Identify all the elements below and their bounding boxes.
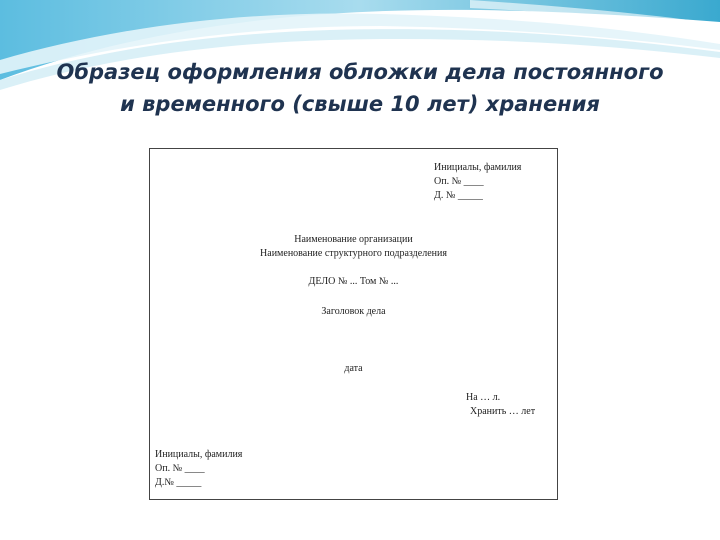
slide-title	[20, 56, 700, 120]
case-volume-line: ДЕЛО № ... Том № ...	[308, 276, 399, 287]
top-right-requisites	[434, 161, 521, 203]
bottom-left-op-number: Оп. № ____	[155, 463, 205, 474]
case-heading: Заголовок дела	[321, 306, 386, 317]
organization-block	[150, 233, 557, 261]
pages-and-storage	[466, 391, 535, 419]
slide-title-line-1: Образец оформления обложки дела постоянного	[56, 60, 664, 84]
bottom-left-case-number: Д.№ _____	[155, 477, 202, 488]
top-right-initials: Инициалы, фамилия	[434, 162, 522, 173]
case-date: дата	[344, 363, 363, 374]
storage-period: Хранить … лет	[470, 406, 536, 417]
case-cover-sample	[149, 148, 558, 500]
slide-title-line-2: и временного (свыше 10 лет) хранения	[120, 92, 600, 116]
bottom-left-requisites	[155, 448, 242, 490]
top-right-op-number: Оп. № ____	[434, 176, 484, 187]
subdivision-name: Наименование структурного подразделения	[260, 248, 447, 259]
organization-name: Наименование организации	[294, 234, 413, 245]
pages-count: На … л.	[466, 392, 501, 403]
top-right-case-number: Д. № _____	[434, 190, 483, 201]
bottom-left-initials: Инициалы, фамилия	[155, 449, 243, 460]
